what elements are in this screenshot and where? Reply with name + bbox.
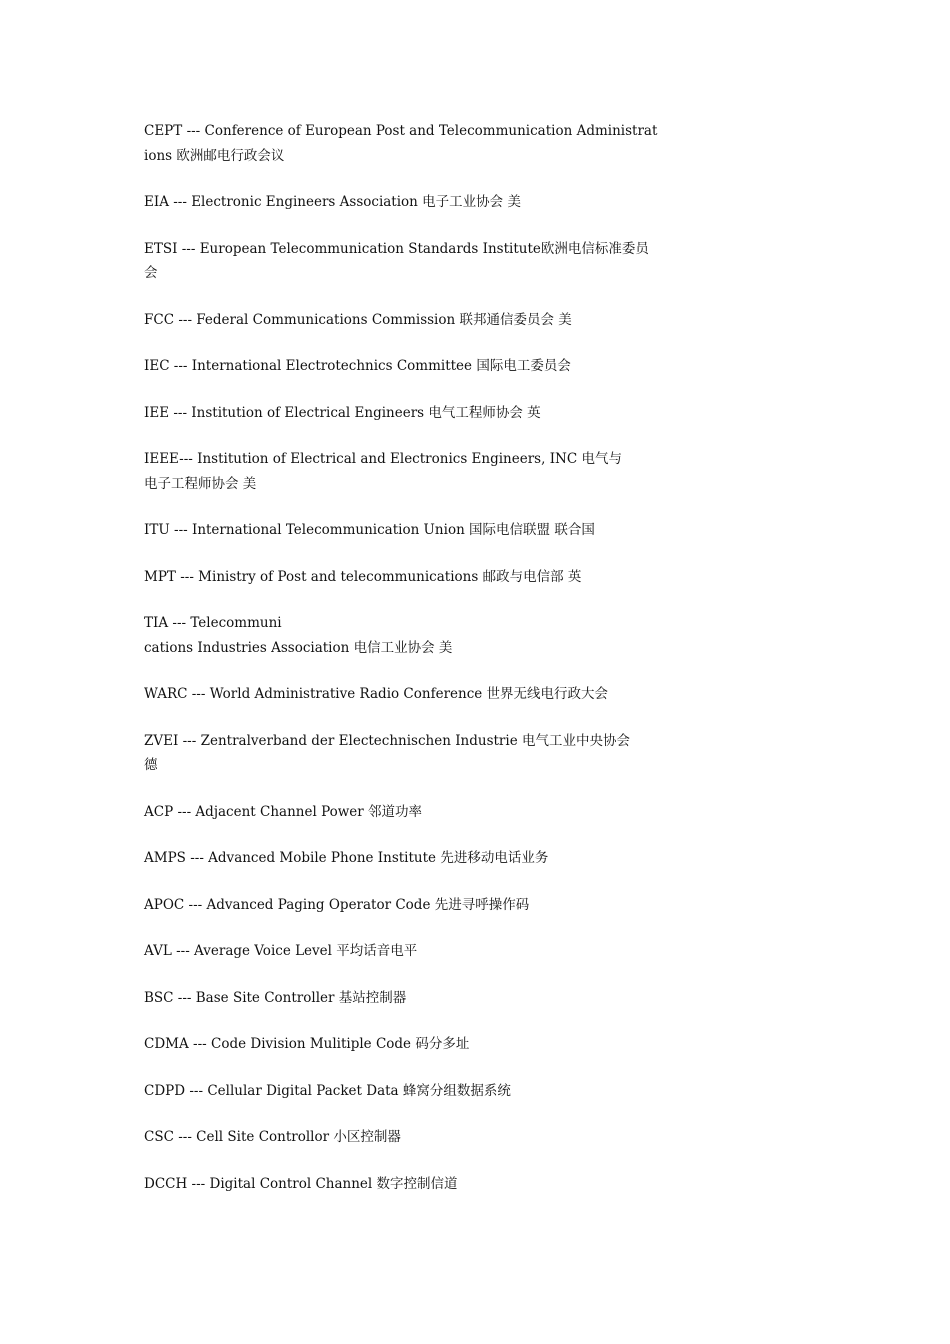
glossary-entry-dcch <box>144 1172 614 1197</box>
glossary-entry-ieee <box>144 447 622 496</box>
glossary-list <box>144 119 658 1218</box>
entry-line: IEC --- International Electrotechnics Committee 国际电工委员会 <box>144 358 571 374</box>
entry-line: 德 <box>144 757 158 773</box>
glossary-entry-bsc <box>144 986 614 1011</box>
entry-line: APOC --- Advanced Paging Operator Code 先进寻呼操作码 <box>144 896 530 913</box>
entry-line: IEE --- Institution of Electrical Engineers 电气工程师协会 英 <box>144 404 541 421</box>
glossary-entry-iee <box>144 401 614 426</box>
entry-line: CDMA --- Code Division Mulitiple Code 码分多址 <box>144 1036 470 1052</box>
entry-line: ITU --- International Telecommunication Union 国际电信联盟 联合国 <box>144 522 595 538</box>
glossary-entry-etsi <box>144 237 649 286</box>
glossary-entry-cdma <box>144 1032 614 1057</box>
entry-line: TIA --- Telecommuni <box>144 615 282 631</box>
entry-line: FCC --- Federal Communications Commission 联邦通信委员会 美 <box>144 311 572 328</box>
glossary-entry-avl <box>144 939 614 964</box>
entry-line: CEPT --- Conference of European Post and Telecommunication Administrat <box>144 123 658 139</box>
glossary-entry-cdpd <box>144 1079 614 1104</box>
entry-line: MPT --- Ministry of Post and telecommunications 邮政与电信部 英 <box>144 568 582 585</box>
entry-line: ZVEI --- Zentralverband der Electechnischen Industrie 电气工业中央协会 <box>144 732 630 749</box>
entry-line: AVL --- Average Voice Level 平均话音电平 <box>144 943 418 959</box>
glossary-entry-csc <box>144 1125 614 1150</box>
entry-line: EIA --- Electronic Engineers Association 电子工业协会 美 <box>144 194 521 210</box>
entry-line: ions 欧洲邮电行政会议 <box>144 147 285 164</box>
glossary-entry-iec <box>144 354 614 379</box>
entry-line: ETSI --- European Telecommunication Standards Institute欧洲电信标准委员 <box>144 240 649 257</box>
entry-line: 电子工程师协会 美 <box>144 475 257 492</box>
glossary-entry-amps <box>144 846 614 871</box>
entry-line: WARC --- World Administrative Radio Conference 世界无线电行政大会 <box>144 686 609 702</box>
glossary-entry-zvei <box>144 729 630 778</box>
entry-line: BSC --- Base Site Controller 基站控制器 <box>144 989 407 1006</box>
entry-line: IEEE--- Institution of Electrical and Electronics Engineers, INC 电气与 <box>144 451 622 467</box>
entry-line: AMPS --- Advanced Mobile Phone Institute 先进移动电话业务 <box>144 850 549 866</box>
glossary-entry-fcc <box>144 308 614 333</box>
glossary-entry-eia <box>144 190 614 215</box>
glossary-entry-acp <box>144 800 614 825</box>
entry-line: 会 <box>144 265 158 281</box>
glossary-entry-warc <box>144 682 614 707</box>
glossary-entry-mpt <box>144 565 614 590</box>
glossary-entry-tia <box>144 611 614 660</box>
entry-line: ACP --- Adjacent Channel Power 邻道功率 <box>144 803 423 820</box>
glossary-entry-cept <box>144 119 658 168</box>
entry-line: CSC --- Cell Site Controllor 小区控制器 <box>144 1129 401 1145</box>
glossary-entry-apoc <box>144 893 614 918</box>
entry-line: CDPD --- Cellular Digital Packet Data 蜂窝分组数据系统 <box>144 1082 511 1099</box>
entry-line: cations Industries Association 电信工业协会 美 <box>144 639 453 656</box>
entry-line: DCCH --- Digital Control Channel 数字控制信道 <box>144 1175 458 1192</box>
glossary-entry-itu <box>144 518 614 543</box>
